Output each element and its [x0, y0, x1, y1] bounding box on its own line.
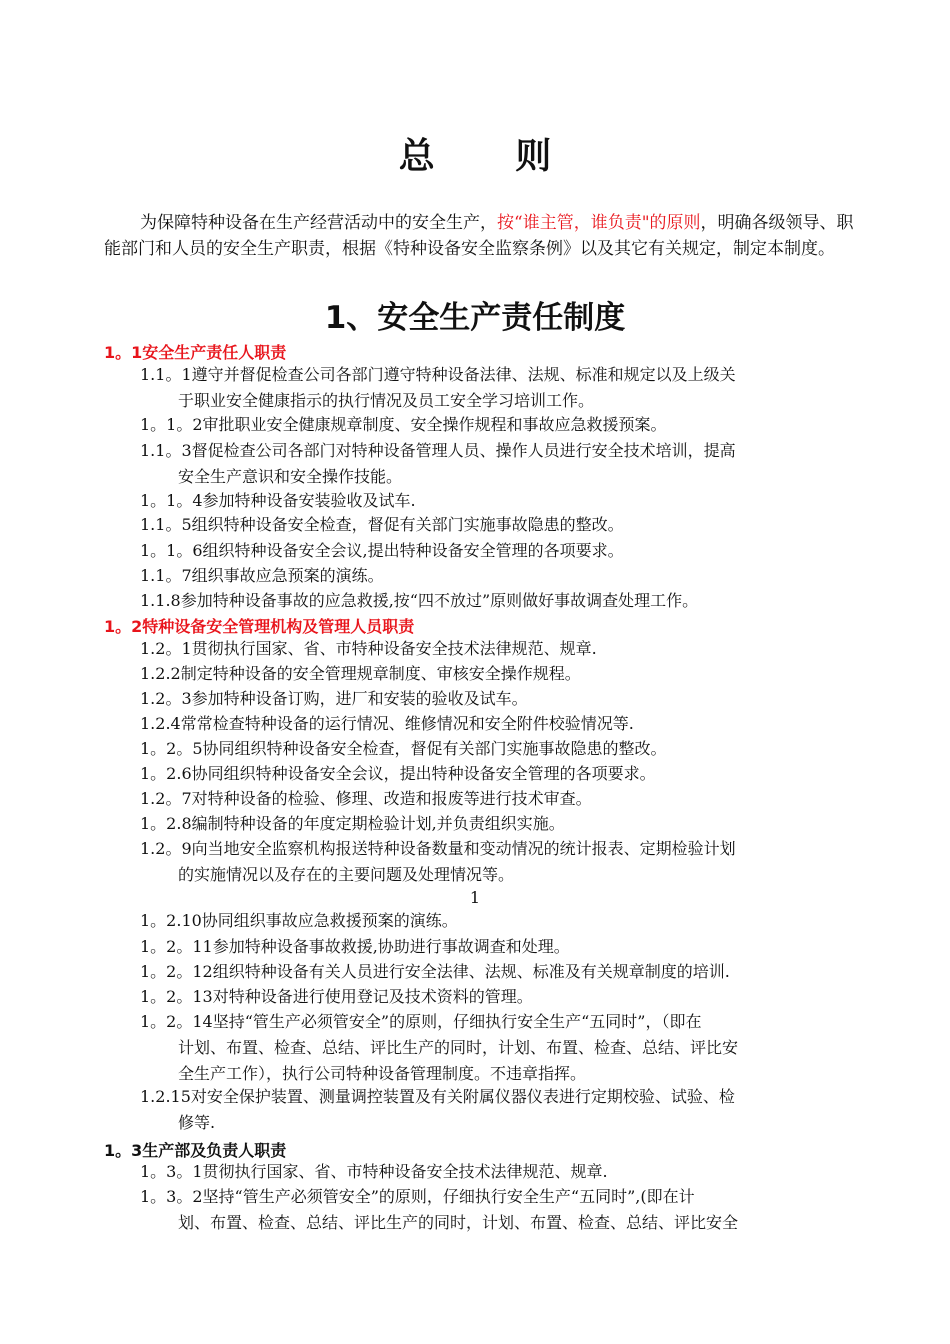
list-item — [140, 761, 860, 787]
item-line: 1.1。5组织特种设备安全检查，督促有关部门实施事故隐患的整改。 — [140, 515, 624, 534]
list-item — [140, 984, 860, 1010]
list-item — [140, 786, 860, 812]
list-item — [140, 588, 860, 614]
list-item — [140, 711, 860, 737]
item-line: 1.2。7对特种设备的检验、修理、改造和报废等进行技术审查。 — [140, 789, 592, 808]
item-line: 1.2。9向当地安全监察机构报送特种设备数量和变动情况的统计报表、定期检验计划 — [140, 839, 736, 858]
subsection-heading-1-2: 1。2特种设备安全管理机构及管理人员职责 — [104, 617, 415, 636]
item-line: 1。2.6协同组织特种设备安全会议，提出特种设备安全管理的各项要求。 — [140, 764, 656, 783]
list-item — [140, 836, 860, 888]
section-title: 1、安全生产责任制度 — [324, 300, 626, 336]
item-line: 1.1。7组织事故应急预案的演练。 — [140, 566, 384, 585]
list-item — [140, 1159, 860, 1185]
item-line-continued: 全生产工作），执行公司特种设备管理制度。不违章指挥。 — [178, 1064, 587, 1083]
item-line: 1。2.10协同组织事故应急救援预案的演练。 — [140, 911, 458, 930]
list-item — [140, 636, 860, 662]
item-line-continued: 于职业安全健康指示的执行情况及员工安全学习培训工作。 — [178, 391, 595, 410]
item-line-continued: 修等. — [178, 1113, 216, 1132]
page-title: 总 则 — [398, 135, 586, 177]
item-line: 1.2。3参加特种设备订购，进厂和安装的验收及试车。 — [140, 689, 528, 708]
intro-text-2: ，明确各级领导、职能部门和人员的安全生产职责，根据《特种设备安全监察条例》以及其它有关规定，制定本制度。 — [104, 213, 854, 259]
list-item — [140, 1084, 860, 1136]
list-item — [140, 1009, 860, 1087]
item-line: 1.1。1遵守并督促检查公司各部门遵守特种设备法律、法规、标准和规定以及上级关 — [140, 365, 736, 384]
intro-paragraph — [104, 210, 864, 262]
intro-text-1: 为保障特种设备在生产经营活动中的安全生产， — [140, 213, 497, 233]
subsection-heading-1-3: 1。3生产部及负责人职责 — [104, 1141, 287, 1160]
list-item — [140, 959, 860, 985]
list-item — [140, 538, 860, 564]
item-line-continued: 安全生产意识和安全操作技能。 — [178, 467, 403, 486]
list-item — [140, 811, 860, 837]
page-number: 1 — [469, 888, 481, 907]
list-item — [140, 563, 860, 589]
item-line: 1.1.8参加特种设备事故的应急救援,按“四不放过”原则做好事故调查处理工作。 — [140, 591, 699, 610]
item-line: 1。3。1贯彻执行国家、省、市特种设备安全技术法律规范、规章. — [140, 1162, 608, 1181]
item-line: 1。2。12组织特种设备有关人员进行安全法律、法规、标准及有关规章制度的培训. — [140, 962, 730, 981]
item-line: 1。2。13对特种设备进行使用登记及技术资料的管理。 — [140, 987, 533, 1006]
item-line: 1。2。14坚持“管生产必须管安全”的原则，仔细执行安全生产“五同时”，（即在 — [140, 1012, 702, 1031]
list-item — [140, 736, 860, 762]
item-line: 1。2。11参加特种设备事故救援,协助进行事故调查和处理。 — [140, 937, 570, 956]
item-line: 1.2.2制定特种设备的安全管理规章制度、审核安全操作规程。 — [140, 664, 581, 683]
item-line: 1。1。4参加特种设备安装验收及试车. — [140, 491, 416, 510]
list-item — [140, 412, 860, 438]
subsection-heading-1-1: 1。1安全生产责任人职责 — [104, 343, 287, 362]
list-item — [140, 362, 860, 414]
item-line: 1.2.4常常检查特种设备的运行情况、维修情况和安全附件校验情况等. — [140, 714, 634, 733]
item-line: 1。2.8编制特种设备的年度定期检验计划,并负责组织实施。 — [140, 814, 565, 833]
list-item — [140, 438, 860, 490]
item-line: 1。1。6组织特种设备安全会议,提出特种设备安全管理的各项要求。 — [140, 541, 624, 560]
item-line-continued: 划、布置、检查、总结、评比生产的同时，计划、布置、检查、总结、评比安全 — [178, 1213, 739, 1232]
list-item — [140, 686, 860, 712]
item-line: 1。3。2坚持“管生产必须管安全”的原则，仔细执行安全生产“五同时”,(即在计 — [140, 1187, 695, 1206]
list-item — [140, 512, 860, 538]
item-line: 1.2.15对安全保护装置、测量调控装置及有关附属仪器仪表进行定期校验、试验、检 — [140, 1087, 735, 1106]
item-line: 1.1。3督促检查公司各部门对特种设备管理人员、操作人员进行安全技术培训，提高 — [140, 441, 736, 460]
item-line-continued: 计划、布置、检查、总结、评比生产的同时，计划、布置、检查、总结、评比安 — [178, 1038, 739, 1057]
item-line: 1。1。2审批职业安全健康规章制度、安全操作规程和事故应急救援预案。 — [140, 415, 667, 434]
item-line: 1.2。1贯彻执行国家、省、市特种设备安全技术法律规范、规章. — [140, 639, 597, 658]
item-line-continued: 的实施情况以及存在的主要问题及处理情况等。 — [178, 865, 515, 884]
list-item — [140, 1184, 860, 1236]
list-item — [140, 934, 860, 960]
list-item — [140, 908, 860, 934]
list-item — [140, 661, 860, 687]
list-item — [140, 488, 860, 514]
item-line: 1。2。5协同组织特种设备安全检查，督促有关部门实施事故隐患的整改。 — [140, 739, 667, 758]
intro-highlight: 按“谁主管，谁负责"的原则 — [497, 213, 701, 233]
